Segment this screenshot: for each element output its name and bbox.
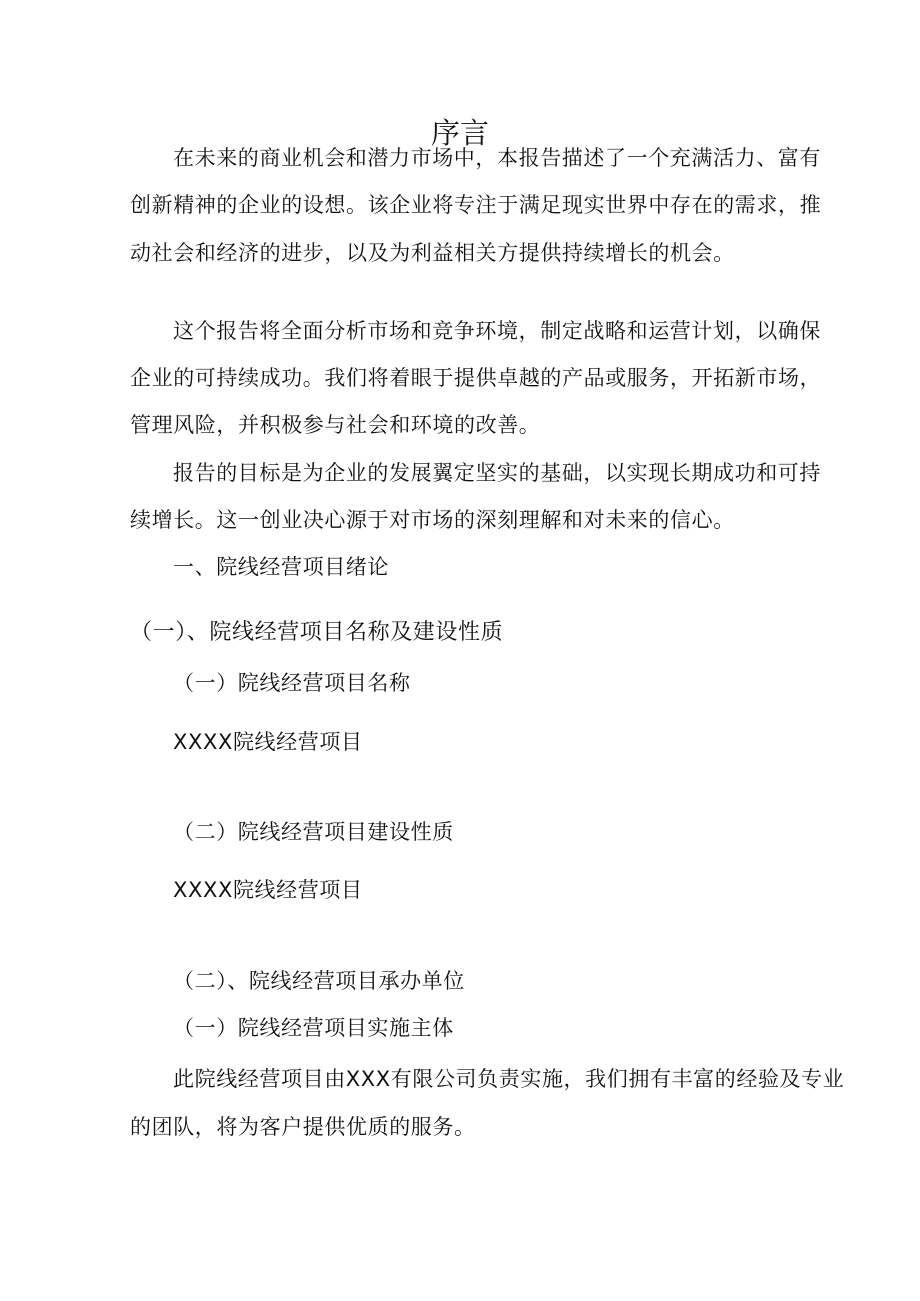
subsection-heading-nature: （二）院线经营项目建设性质 bbox=[173, 820, 454, 844]
page-title: 序言 bbox=[430, 116, 489, 150]
text-line: 管理风险，并积极参与社会和环境的改善。 bbox=[130, 413, 541, 437]
text-line: 续增长。这一创业决心源于对市场的深刻理解和对未来的信心。 bbox=[130, 508, 735, 532]
section-heading-1-1: （一）、院线经营项目名称及建设性质 bbox=[130, 620, 504, 645]
project-name-text: XXXX院线经营项目 bbox=[173, 730, 363, 754]
text-line: 创新精神的企业的设想。该企业将专注于满足现实世界中存在的需求，推 bbox=[130, 193, 822, 217]
section-heading-1: 一、院线经营项目绪论 bbox=[173, 555, 389, 579]
text-line: 报告的目标是为企业的发展翼定坚实的基础，以实现长期成功和可持 bbox=[173, 461, 821, 485]
subsection-heading-entity: （一）院线经营项目实施主体 bbox=[173, 1016, 454, 1040]
text-line: 动社会和经济的进步，以及为利益相关方提供持续增长的机会。 bbox=[130, 241, 735, 265]
section-heading-1-2: （二）、院线经营项目承办单位 bbox=[173, 969, 465, 993]
text-line: 这个报告将全面分析市场和竞争环境，制定战略和运营计划，以确保 bbox=[173, 319, 821, 343]
text-line: 的团队，将为客户提供优质的服务。 bbox=[130, 1115, 476, 1139]
text-line: 此院线经营项目由XXX有限公司负责实施，我们拥有丰富的经验及专业 bbox=[173, 1067, 845, 1091]
text-line: 在未来的商业机会和潜力市场中，本报告描述了一个充满活力、富有 bbox=[173, 146, 821, 170]
text-line: 企业的可持续成功。我们将着眼于提供卓越的产品或服务，开拓新市场， bbox=[130, 366, 822, 390]
subsection-heading-name: （一）院线经营项目名称 bbox=[173, 671, 411, 695]
project-nature-text: XXXX院线经营项目 bbox=[173, 878, 363, 902]
